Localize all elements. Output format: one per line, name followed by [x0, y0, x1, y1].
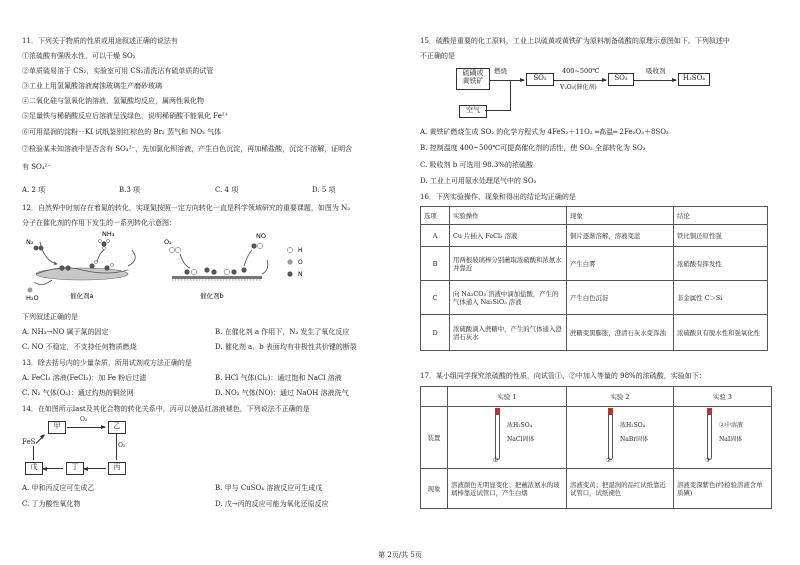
table-header-row: 实验 1 实验 2 实验 3: [421, 387, 772, 407]
q16-table: [420, 206, 768, 351]
air-box: 空气: [459, 105, 487, 118]
q12-option-a: A. NH₃→NO 属于氮的固定: [22, 328, 109, 336]
table-row: A Cu 片插入 FeCl₃ 溶液 铜片逐渐溶解，溶液变蓝 铁比铜还原性强: [421, 225, 768, 247]
q12-option-b: B. 在催化剂 a 作用下，N₂ 发生了氧化反应: [215, 328, 350, 336]
sulfuric-acid-flow-figure: 硫磺或 黄铁矿 燃烧 SO₂ 空气 400~500℃ V₂O₅(催化剂) SO₃ 吸收剂 H₂SO₄: [456, 64, 736, 126]
arrow-bing-ding: [84, 468, 106, 469]
sulfur-cycle-figure: 甲 乙 丙 丁 戊 FeS O₂ O₂: [22, 418, 132, 480]
q11-option-a: A. 2 项: [22, 186, 46, 194]
arrow-fes-wu: [33, 446, 34, 460]
so2-box: SO₂: [526, 73, 554, 86]
q13-option-b: B. HCl 气体(Cl₂)：通过饱和 NaCl 溶液: [215, 374, 342, 382]
q15-option-d: D. 工业上可用氨水处理尾气中的 SO₂: [420, 177, 537, 185]
catalyst-a-label: 催化剂a: [70, 292, 94, 300]
catalyst-a-diagram: [26, 230, 135, 302]
q15-stem: 不正确的是: [420, 52, 455, 60]
phenomenon-row: 现象 溶液颜色无明显变化；把蘸浓氨水的玻璃棒靠近试管口，产生白烟 溶液变黄；把湿润的品红试纸靠近试管口，试纸褪色 溶液变深紫色(经检验溶液含单质碘): [421, 469, 772, 509]
node-yi: 乙: [108, 421, 126, 434]
q13-option-c: C. N₂ 气体(O₂)：通过灼热的铜丝网: [22, 389, 134, 397]
no-label: NO: [256, 232, 266, 240]
q11-item: 有 SO₄²⁻: [22, 163, 52, 171]
q12-stem: 分子在催化剂的作用下发生的一系列转化示意图：: [22, 219, 176, 227]
device-3: ②中溶液 NaI固体 ③: [674, 407, 772, 469]
fes-label: FeS: [22, 438, 36, 446]
q15-option-a: A. 黄铁矿燃烧生成 SO₂ 的化学方程式为 4FeS₂＋11O₂ ═高温═ 2Fe₂O₃＋8SO₂: [420, 128, 669, 136]
q14-option-a: A. 甲和丙反应可生成乙: [22, 484, 95, 492]
q11-option-c: C. 4 项: [215, 186, 239, 194]
table-row: D 浓硫酸滴入蔗糖中，产生的气体通入澄清石灰水 蔗糖变黑膨胀，澄清石灰水变浑浊 浓硫酸具有脱水性和强氧化性: [421, 315, 768, 351]
svg-text:O: O: [298, 259, 303, 266]
q11-item: ⑥可用湿润的淀粉－KI 试纸鉴别红棕色的 Br₂ 蒸气和 NO₂ 气体: [22, 128, 222, 136]
q11-item: ③工业上用氢氟酸溶液腐蚀玻璃生产磨砂玻璃: [22, 82, 162, 90]
q15-stem: 15．硫酸是重要的化工原料，工业上以硫黄或黄铁矿为原料制备硫酸的原理示意图如下。下列叙述中: [420, 37, 730, 45]
atom-legend: [287, 247, 303, 278]
arrow-jia-yi: [67, 427, 105, 428]
q17-stem: 17．某小组同学探究浓硫酸的性质，向试管①、②中加入等量的 98%的浓硫酸，实验如下：: [420, 372, 706, 380]
nh3-label: NH₃: [102, 230, 115, 238]
o2-label: O₂: [164, 238, 172, 246]
catalyst-b-label: 催化剂b: [200, 292, 224, 300]
q11-item: ⑤足量铁与稀硝酸反应后溶液呈浅绿色，说明稀硝酸不能氧化 Fe²⁺: [22, 112, 229, 120]
q16-stem: 16．下列实验操作、现象和得出的结论均正确的是: [420, 193, 576, 201]
catalyst-b-diagram: [164, 232, 268, 300]
q13-option-d: D. NO₂ 气体(NO)：通过 NaOH 溶液洗气: [215, 389, 349, 397]
air-line: [510, 81, 511, 111]
arrow-burn: [490, 80, 524, 81]
q13-stem: 13．除去括号内的少量杂质，所用试剂或方法正确的是: [22, 359, 192, 367]
q11-option-b: B.3 项: [119, 186, 141, 194]
q17-table: [420, 386, 772, 509]
node-bing: 丙: [108, 462, 126, 475]
h2o-label: H₂O: [26, 294, 39, 302]
q11-option-d: D. 5 项: [312, 186, 336, 194]
arrow-yi-bing: [116, 434, 117, 460]
table-header-row: 选项 实验操作 现象 结论: [421, 207, 768, 225]
q12-option-d: D. 催化剂 a、b 表面均有非极性共价键的断裂: [215, 343, 357, 351]
q13-option-a: A. FeCl₃ 溶液(FeCl₂)：加 Fe 粉后过滤: [22, 374, 147, 382]
q12-question: 下列叙述正确的是: [22, 313, 78, 321]
table-row: C 向 Na₂CO₃ 溶液中滴加盐酸，产生的气体通入 Na₂SiO₃ 溶液 产生白色沉淀 非金属性 C＞Si: [421, 281, 768, 315]
q14-option-b: B. 甲与 CuSO₄ 溶液反应可生成戊: [215, 484, 323, 492]
arrow-fes-jia: [36, 435, 45, 444]
page-footer: 第 2页/共 5页: [378, 551, 422, 559]
q11-item: ⑦检验某未知溶液中是否含有 SO₄²⁻，先加氯化钡溶液，产生白色沉淀，再加稀盐酸，沉淀不溶解，证明含: [22, 145, 353, 153]
device-1: 浓H₂SO₄ NaCl固体 ①: [448, 407, 567, 469]
q11-stem: 11．下列关于物质的性质或用途叙述正确的说法有: [22, 37, 178, 45]
device-row: 装置 浓H₂SO₄ NaCl固体 ① 浓H₂SO₄ NaBr固体 ② ②中溶液 NaI固体 ③: [421, 407, 772, 469]
arrow-absorb: [634, 80, 676, 81]
q11-item: ②单质硫易溶于 CS₂，实验室可用 CS₂清洗沾有硫单质的试管: [22, 67, 214, 75]
nitrogen-catalysis-figure: [22, 230, 342, 305]
q11-item: ④二氧化硅与氢氧化钠溶液、氢氟酸均反应，属两性氧化物: [22, 97, 204, 105]
q12-stem: 12．自然界中时刻存在着氮的转化，实现氮按照一定方向转化一直是科学领域研究的重要课题，如图为 N₂: [22, 204, 351, 212]
q14-option-d: D. 戊→丙的反应可能为氧化还原反应: [215, 500, 329, 508]
q14-option-c: C. 丁为酸性氧化物: [22, 500, 81, 508]
q14-stem: 14．在如图所示last及其化合物的转化关系中，丙可以使品红溶液褪色，下列说法不正确的是: [22, 405, 310, 413]
so3-box: SO₃: [608, 73, 634, 86]
node-wu: 戊: [25, 462, 43, 475]
q15-option-b: B. 控制温度 400~500℃可提高催化剂的活性，使 SO₂ 全部转化为 SO₃: [420, 144, 646, 152]
n2-label: N₂: [26, 238, 34, 246]
q15-option-c: C. 吸收剂 b 可选用 98.3%的浓硫酸: [420, 161, 533, 169]
svg-text:H: H: [298, 247, 303, 254]
node-ding: 丁: [66, 462, 84, 475]
arrow-ding-wu: [43, 468, 63, 469]
q12-option-c: C. NO 不稳定，不支持任何物质燃烧: [22, 343, 137, 351]
table-row: B 用两根玻璃棒分别蘸取浓硝酸和浓氨水并靠近 产生白雾 浓硝酸有挥发性: [421, 247, 768, 281]
raw-material-box: 硫磺或 黄铁矿: [456, 68, 490, 90]
svg-text:N: N: [298, 271, 303, 278]
device-2: 浓H₂SO₄ NaBr固体 ②: [567, 407, 674, 469]
node-jia: 甲: [48, 421, 66, 434]
q11-item: ①浓硫酸有强吸水性，可以干燥 SO₂: [22, 52, 136, 60]
arrow-oxidation: [554, 80, 606, 81]
h2so4-box: H₂SO₄: [678, 73, 710, 86]
